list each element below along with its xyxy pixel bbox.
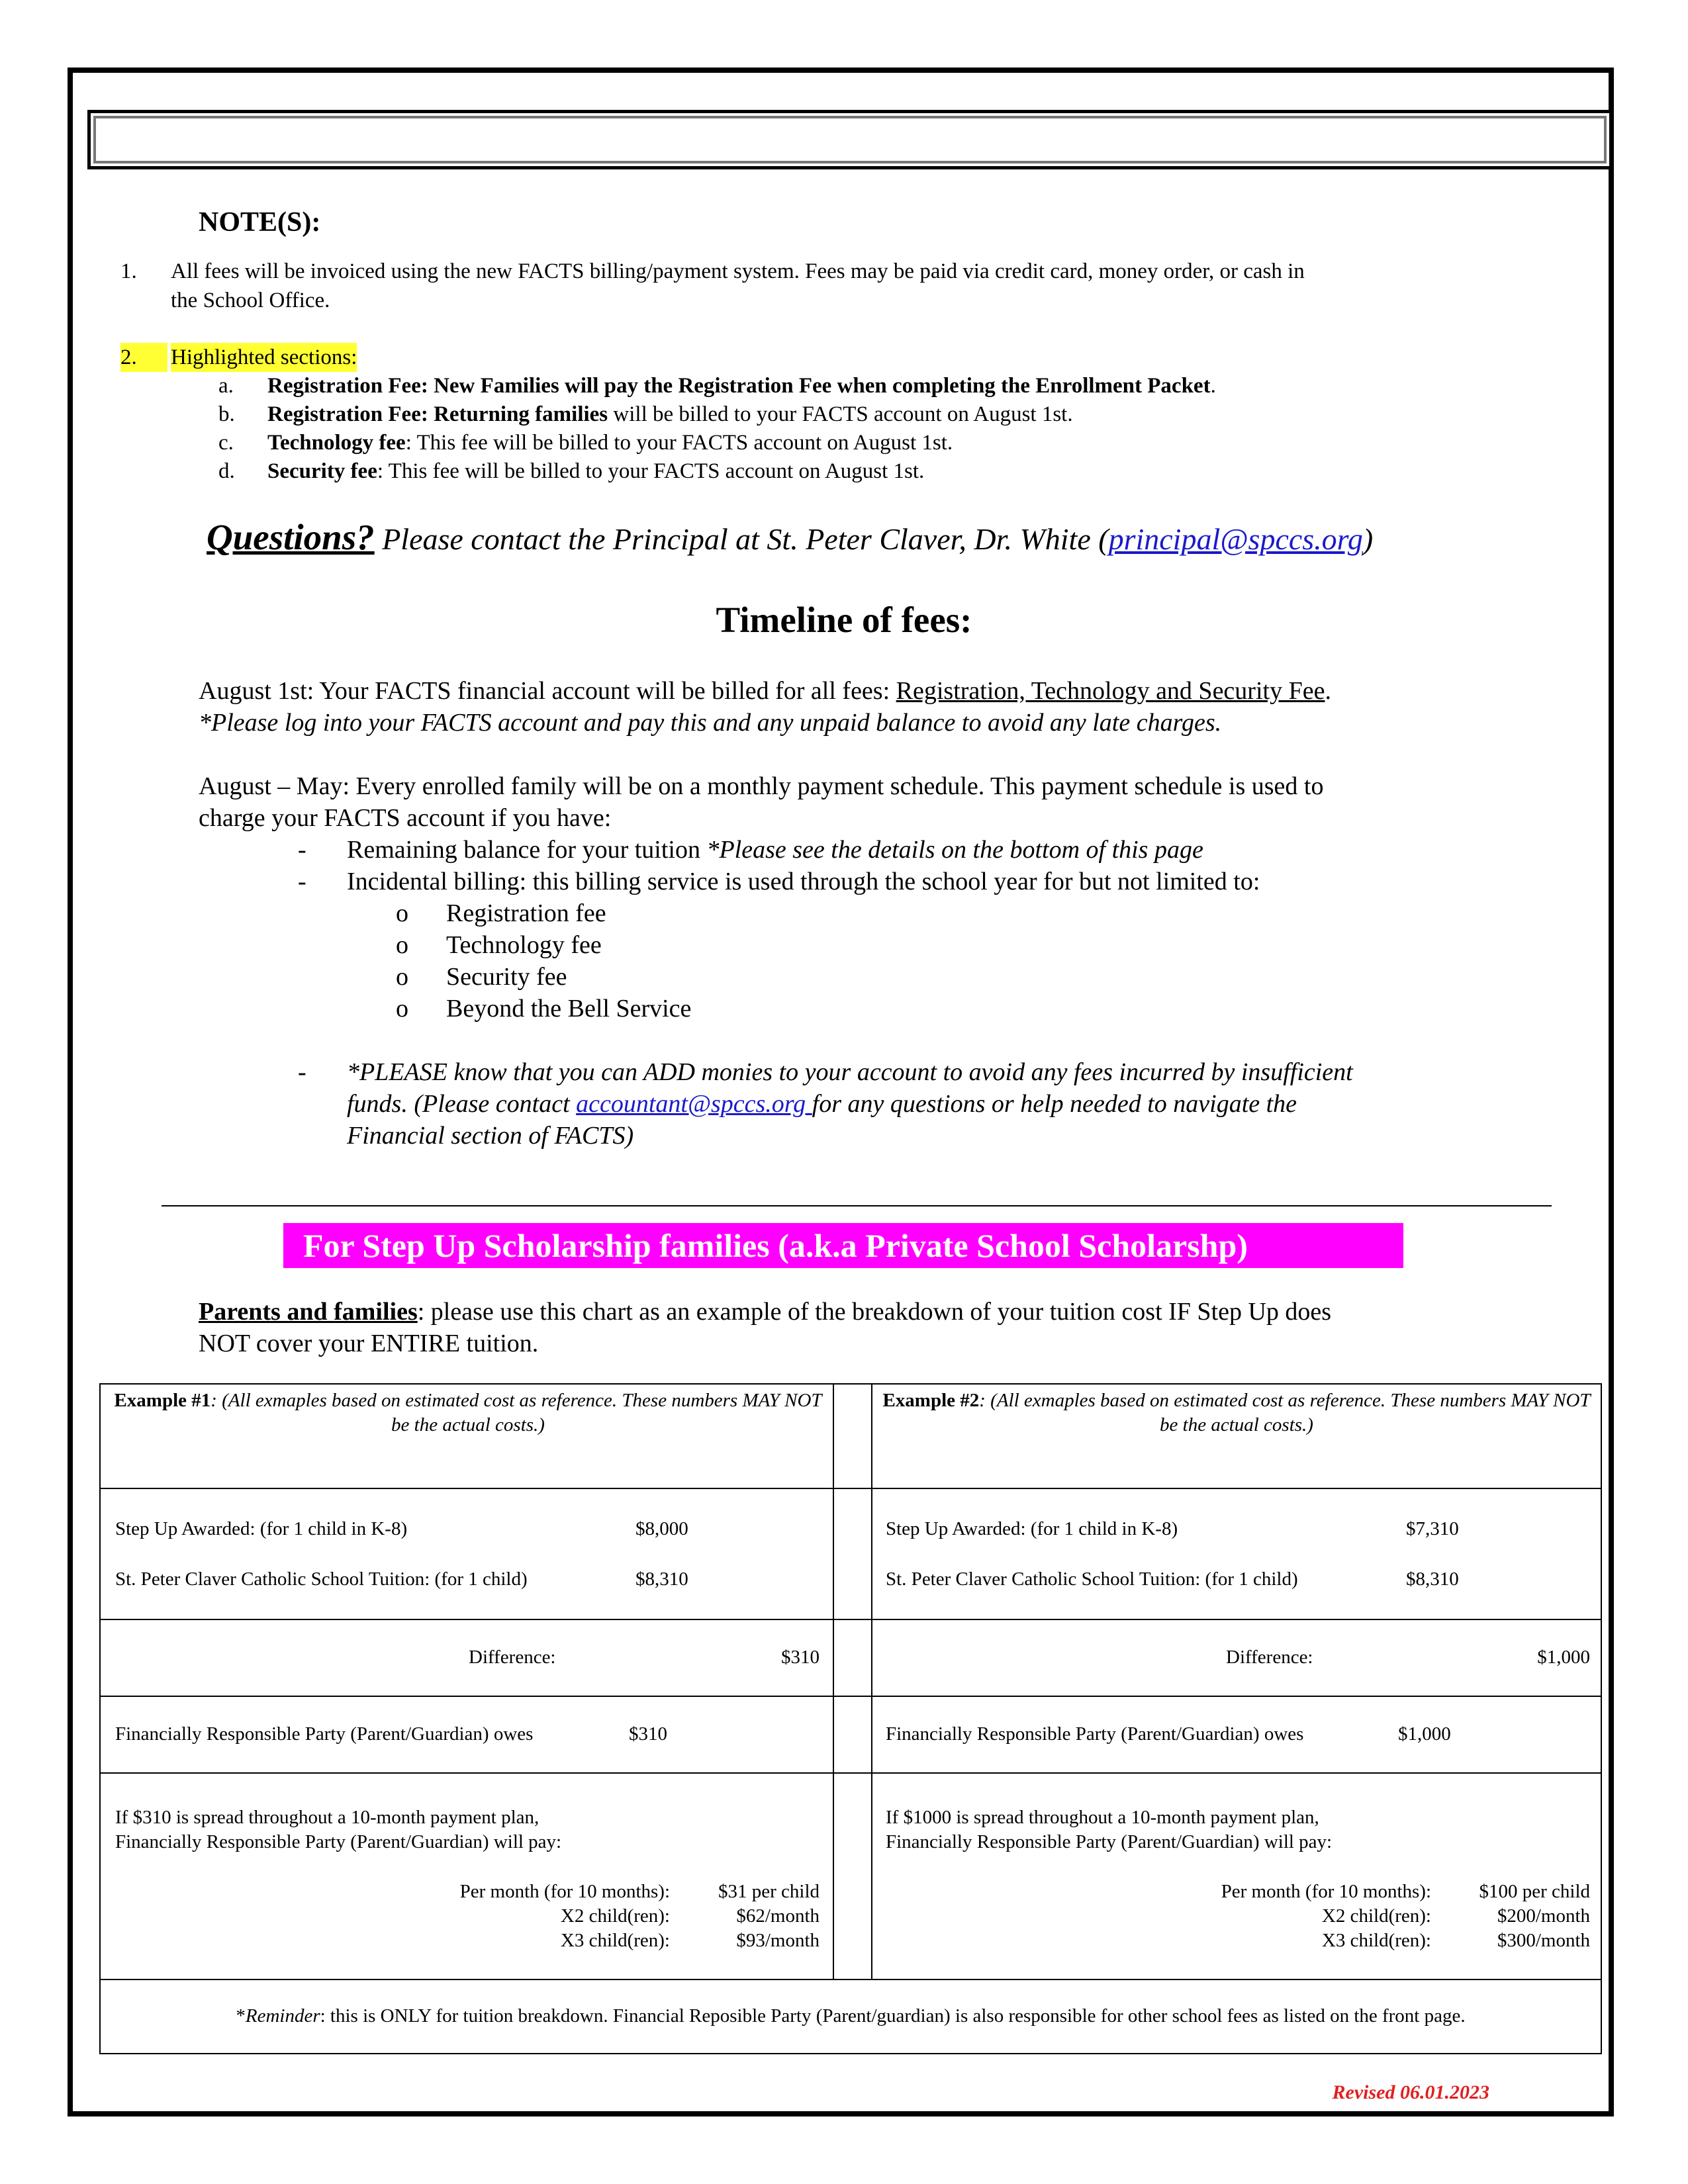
section-divider <box>162 1205 1552 1206</box>
ex1-x3-label: X3 child(ren): <box>560 1930 670 1951</box>
bullet-marker: o <box>396 899 408 927</box>
ex1-tuition-label: St. Peter Claver Catholic School Tuition: (for 1 child) <box>115 1569 528 1590</box>
dash-item-incidental: Incidental billing: this billing service is used through the school year for but not limited to: <box>347 868 1260 895</box>
table-rule <box>101 1488 1601 1489</box>
ex1-spread-line1: If $310 is spread throughout a 10-month payment plan, <box>115 1807 539 1828</box>
ex1-awarded-value: $8,000 <box>635 1518 688 1539</box>
bullet-technology-fee: Technology fee <box>446 931 602 959</box>
ex1-owes-value: $310 <box>629 1723 667 1745</box>
ex1-difference-label: Difference: <box>469 1647 556 1668</box>
timeline-title: Timeline of fees: <box>716 600 972 640</box>
sub-item-b: Registration Fee: Returning families will be billed to your FACTS account on August 1st. <box>267 402 1073 426</box>
sub-letter: c. <box>218 431 234 455</box>
ex2-tuition-value: $8,310 <box>1406 1569 1459 1590</box>
questions-close: ) <box>1362 522 1374 556</box>
example1-header: Example #1: (All exmaples based on estimated cost as reference. These numbers MAY NOT be the actual costs.) <box>114 1390 822 1435</box>
ex2-spread-line1: If $1000 is spread throughout a 10-month payment plan, <box>886 1807 1319 1828</box>
ex2-difference-value: $1,000 <box>1537 1647 1590 1668</box>
revised-date: Revised 06.01.2023 <box>1332 2081 1489 2103</box>
please-line3: Financial section of FACTS) <box>347 1122 634 1150</box>
ex1-per-month-label: Per month (for 10 months): <box>459 1881 670 1902</box>
bullet-registration-fee: Registration fee <box>446 899 606 927</box>
questions-label: Questions? <box>207 517 375 557</box>
dash-marker: - <box>298 868 306 895</box>
table-col-rule <box>833 1385 834 1979</box>
ex2-awarded-label: Step Up Awarded: (for 1 child in K-8) <box>886 1518 1178 1539</box>
questions-line <box>207 516 1373 558</box>
questions-text: Please contact the Principal at St. Peter Claver, Dr. White ( <box>374 522 1109 556</box>
reminder-row: *Reminder: this is ONLY for tuition breakdown. Financial Reposible Party (Parent/guardian) is also responsible for other school fees as listed on the front page. <box>236 2005 1466 2026</box>
bullet-marker: o <box>396 963 408 991</box>
parents-line2: NOT cover your ENTIRE tuition. <box>199 1330 539 1357</box>
table-col-rule <box>871 1385 872 1979</box>
note-item-2 <box>120 343 650 372</box>
note-number: 1. <box>120 259 137 283</box>
sub-list <box>218 372 1542 491</box>
bullet-beyond-the-bell: Beyond the Bell Service <box>446 995 692 1023</box>
table-rule <box>101 1619 1601 1620</box>
ex1-owes-label: Financially Responsible Party (Parent/Guardian) owes <box>115 1723 534 1745</box>
table-rule <box>101 1772 1601 1774</box>
august-note: *Please log into your FACTS account and pay this and any unpaid balance to avoid any late charges. <box>199 709 1222 737</box>
ex1-awarded-label: Step Up Awarded: (for 1 child in K-8) <box>115 1518 408 1539</box>
ex1-difference-value: $310 <box>781 1647 820 1668</box>
note-number: 2. <box>120 343 167 372</box>
sub-item-d: Security fee: This fee will be billed to your FACTS account on August 1st. <box>267 459 925 483</box>
ex2-tuition-label: St. Peter Claver Catholic School Tuition: (for 1 child) <box>886 1569 1298 1590</box>
ex1-x2-value: $62/month <box>736 1905 820 1927</box>
please-line1: *PLEASE know that you can ADD monies to your account to avoid any fees incurred by insufficient <box>347 1058 1353 1086</box>
note-text-line2: the School Office. <box>171 289 330 312</box>
sub-letter: a. <box>218 374 234 398</box>
dash-marker: - <box>298 1058 306 1086</box>
bullet-marker: o <box>396 931 408 959</box>
ex2-x2-label: X2 child(ren): <box>1321 1905 1431 1927</box>
bullet-marker: o <box>396 995 408 1023</box>
dash-item-remaining-balance: Remaining balance for your tuition *Please see the details on the bottom of this page <box>347 836 1203 864</box>
ex1-x2-label: X2 child(ren): <box>560 1905 670 1927</box>
ex2-x3-label: X3 child(ren): <box>1321 1930 1431 1951</box>
ex2-owes-value: $1,000 <box>1398 1723 1451 1745</box>
ex2-x3-value: $300/month <box>1497 1930 1590 1951</box>
stepup-banner: For Step Up Scholarship families (a.k.a Private School Scholarshp) <box>283 1223 1403 1268</box>
highlighted-label: Highlighted sections: <box>171 343 357 372</box>
sub-item-a: Registration Fee: New Families will pay the Registration Fee when completing the Enrollment Packet. <box>267 374 1216 398</box>
ex1-spread-line2: Financially Responsible Party (Parent/Guardian) will pay: <box>115 1831 562 1852</box>
ex2-x2-value: $200/month <box>1497 1905 1590 1927</box>
sub-letter: d. <box>218 459 235 483</box>
parents-line1: Parents and families: please use this chart as an example of the breakdown of your tuition cost IF Step Up does <box>199 1298 1332 1326</box>
ex1-per-month-value: $31 per child <box>718 1881 820 1902</box>
august-may-line2: charge your FACTS account if you have: <box>199 804 612 832</box>
table-rule <box>101 1979 1601 1980</box>
accountant-email-link[interactable]: accountant@spccs.org <box>576 1090 812 1118</box>
fees-underlined: Registration, Technology and Security Fee <box>896 677 1325 705</box>
ex2-awarded-value: $7,310 <box>1406 1518 1459 1539</box>
please-line2: funds. (Please contact accountant@spccs.org for any questions or help needed to navigate the <box>347 1090 1297 1118</box>
note-item-1 <box>120 257 1577 316</box>
august-billing-line: August 1st: Your FACTS financial account will be billed for all fees: Registration, Technology and Security Fee. <box>199 677 1331 705</box>
example2-header: Example #2: (All exmaples based on estimated cost as reference. These numbers MAY NOT be the actual costs.) <box>882 1390 1591 1435</box>
ex2-difference-label: Difference: <box>1226 1647 1313 1668</box>
table-rule <box>101 1696 1601 1697</box>
principal-email-link[interactable]: principal@spccs.org <box>1108 522 1363 556</box>
tuition-table <box>99 1383 1602 2054</box>
dash-marker: - <box>298 836 306 864</box>
header-box <box>87 110 1613 169</box>
sub-letter: b. <box>218 402 235 426</box>
ex2-per-month-value: $100 per child <box>1479 1881 1590 1902</box>
ex2-per-month-label: Per month (for 10 months): <box>1221 1881 1431 1902</box>
parents-label: Parents and families <box>199 1298 418 1326</box>
sub-item-c: Technology fee: This fee will be billed to your FACTS account on August 1st. <box>267 431 953 455</box>
notes-heading: NOTE(S): <box>199 207 321 238</box>
ex1-x3-value: $93/month <box>736 1930 820 1951</box>
bullet-security-fee: Security fee <box>446 963 567 991</box>
ex2-owes-label: Financially Responsible Party (Parent/Guardian) owes <box>886 1723 1304 1745</box>
august-may-line1: August – May: Every enrolled family will be on a monthly payment schedule. This payment schedule is used to <box>199 772 1324 800</box>
note-text-line1: All fees will be invoiced using the new FACTS billing/payment system. Fees may be paid via credit card, money order, or cash in <box>171 259 1305 283</box>
ex1-tuition-value: $8,310 <box>635 1569 688 1590</box>
ex2-spread-line2: Financially Responsible Party (Parent/Guardian) will pay: <box>886 1831 1333 1852</box>
